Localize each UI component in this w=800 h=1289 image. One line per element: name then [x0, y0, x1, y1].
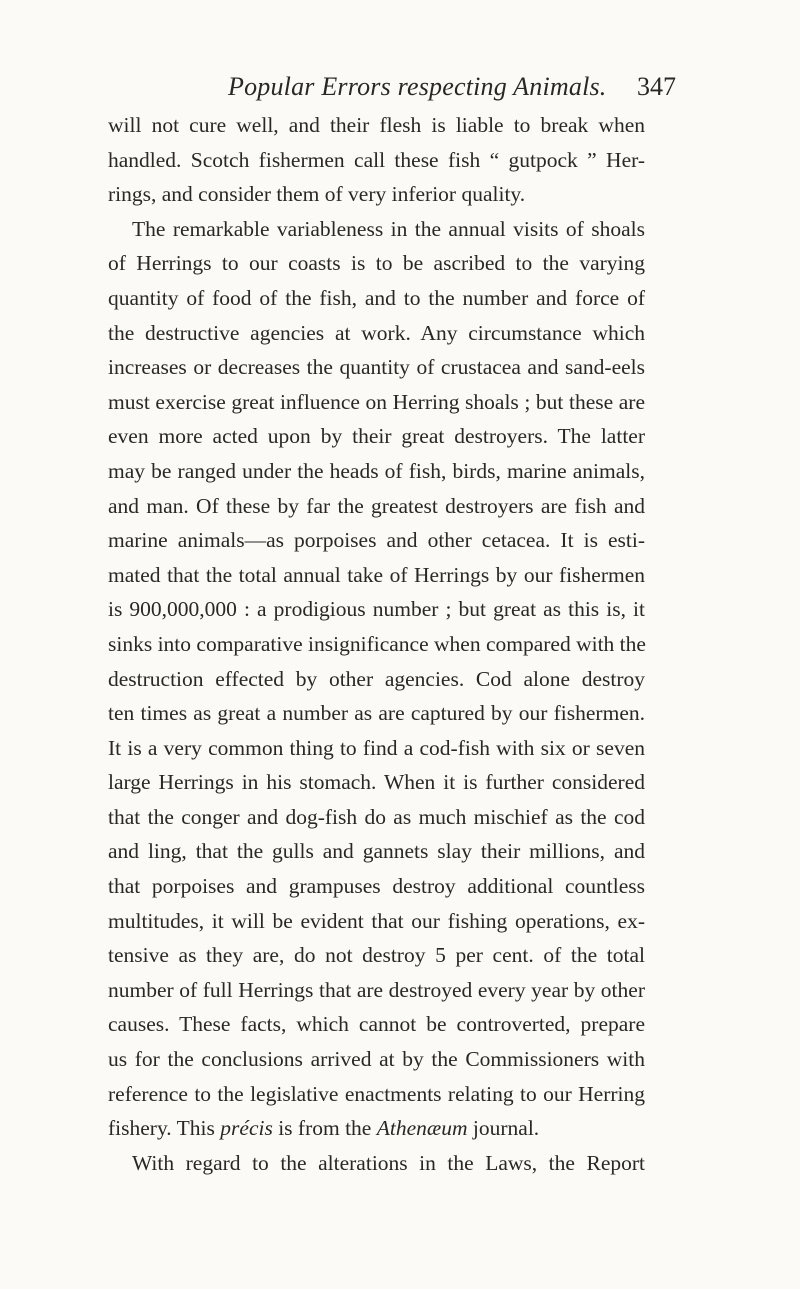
- italic-precis: précis: [220, 1116, 273, 1141]
- text-segment: fishery. This: [108, 1116, 221, 1141]
- text-line: will not cure well, and their flesh is liable to break when: [108, 113, 645, 137]
- text-line: and ling, that the gulls and gannets slay their millions, and: [108, 839, 645, 864]
- text-line: With regard to the alterations in the Laws, the Report: [132, 1150, 645, 1175]
- text-line: and man. Of these by far the greatest destroyers are fish and: [108, 493, 645, 518]
- text-line: causes. These facts, which cannot be controverted, prepare: [108, 1012, 645, 1037]
- text-line: handled. Scotch fishermen call these fish “ gutpock ” Her-: [108, 147, 645, 172]
- text-line: reference to the legislative enactments relating to our Herring: [108, 1081, 645, 1106]
- text-line: increases or decreases the quantity of crustacea and sand-eels: [108, 355, 645, 380]
- body-text: [108, 108, 645, 1180]
- text-line: [108, 1111, 645, 1146]
- text-line: quantity of food of the fish, and to the number and force of: [108, 285, 645, 310]
- text-line: sinks into comparative insignificance when compared with the: [108, 631, 646, 656]
- text-line: ten times as great a number as are captured by our fishermen.: [108, 701, 645, 726]
- text-segment: is from the: [272, 1116, 377, 1141]
- text-line: tensive as they are, do not destroy 5 per cent. of the total: [108, 943, 645, 968]
- text-line: multitudes, it will be evident that our fishing operations, ex-: [108, 908, 645, 933]
- text-line: must exercise great influence on Herring shoals ; but these are: [108, 389, 645, 414]
- text-line: mated that the total annual take of Herrings by our fishermen: [108, 562, 645, 587]
- text-line: is 900,000,000 : a prodigious number ; but great as this is, it: [108, 597, 645, 622]
- text-line: may be ranged under the heads of fish, birds, marine animals,: [108, 458, 645, 483]
- running-title: Popular Errors respecting Animals.: [228, 72, 607, 101]
- page-number: 347: [637, 72, 676, 101]
- text-line: number of full Herrings that are destroyed every year by other: [108, 977, 645, 1002]
- text-line: large Herrings in his stomach. When it is further considered: [108, 770, 645, 795]
- text-line: It is a very common thing to find a cod-fish with six or seven: [108, 735, 645, 760]
- text-line: The remarkable variableness in the annual visits of shoals: [132, 216, 645, 241]
- text-line: even more acted upon by their great destroyers. The latter: [108, 424, 645, 449]
- italic-athenaeum: Athenæum: [376, 1116, 468, 1141]
- text-line: marine animals—as porpoises and other cetacea. It is esti-: [108, 528, 645, 553]
- text-line: us for the conclusions arrived at by the Commissioners with: [108, 1047, 645, 1072]
- text-line: that the conger and dog-fish do as much mischief as the cod: [108, 804, 645, 829]
- running-header: [0, 72, 800, 108]
- text-line: the destructive agencies at work. Any circumstance which: [108, 320, 645, 345]
- text-line: that porpoises and grampuses destroy additional countless: [108, 874, 645, 899]
- text-line: rings, and consider them of very inferior quality.: [108, 182, 526, 207]
- text-segment: journal.: [467, 1116, 540, 1141]
- text-line: of Herrings to our coasts is to be ascribed to the varying: [108, 251, 645, 276]
- text-line: destruction effected by other agencies. Cod alone destroy: [108, 666, 645, 691]
